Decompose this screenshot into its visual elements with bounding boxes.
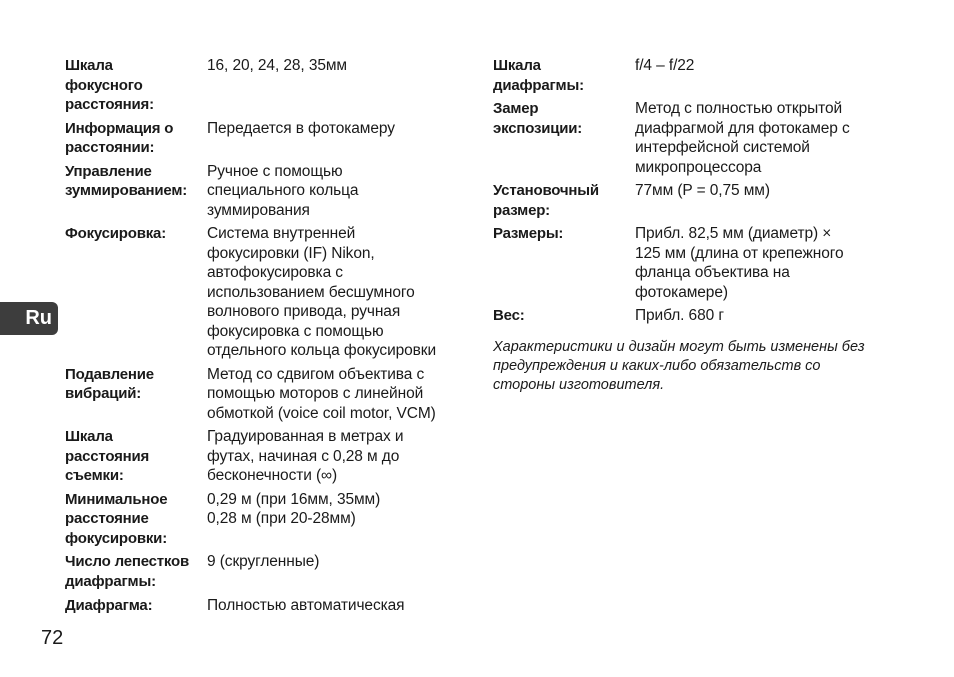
- spec-value: Прибл. 82,5 мм (диаметр) × 125 мм (длина от крепежного фланца объектива на фотокамере): [635, 225, 844, 301]
- spec-row-attachment-size: [493, 181, 893, 220]
- spec-label: Установочный размер:: [493, 182, 599, 219]
- spec-value: Метод с полностью открытой диафрагмой для фотокамер с интерфейсной системой микропроцессора: [635, 100, 850, 176]
- spec-label: Число лепестков диафрагмы:: [65, 553, 190, 590]
- spec-label: Замер экспозиции:: [493, 100, 583, 137]
- page-number: 72: [41, 627, 64, 649]
- spec-value: f/4 – f/22: [635, 57, 695, 74]
- spec-row-focusing: [65, 224, 465, 361]
- spec-label: Вес:: [493, 307, 525, 324]
- spec-row-distance-info: [65, 119, 465, 158]
- disclaimer-note: Характеристики и дизайн могут быть изменены без предупреждения и каких-либо обязательств со стороны изготовителя.: [493, 338, 865, 393]
- spec-row-dimensions: [493, 224, 893, 302]
- spec-row-weight: [493, 306, 893, 326]
- spec-value: Градуированная в метрах и футах, начиная с 0,28 м до бесконечности (∞): [207, 428, 404, 484]
- spec-value: 0,29 м (при 16мм, 35мм) 0,28 м (при 20-28мм): [207, 490, 381, 527]
- specs-right-column: [493, 56, 893, 395]
- spec-value: Метод со сдвигом объектива с помощью моторов с линейной обмоткой (voice coil motor, VCM): [207, 365, 436, 422]
- spec-label: Минимальное расстояние фокусировки:: [65, 490, 168, 547]
- spec-row-diaphragm: [65, 596, 465, 616]
- spec-label: Шкала диафрагмы:: [493, 57, 584, 94]
- spec-value: Система внутренней фокусировки (IF) Nikon, автофокусировка с использованием бесшумного волнового привода, ручная фокусировка с помощью отдельного кольца фокусировки: [207, 225, 437, 359]
- spec-row-distance-scale: [65, 427, 465, 486]
- spec-row-zoom-control: [65, 162, 465, 221]
- spec-label: Информация о расстоянии:: [65, 119, 174, 156]
- spec-value: Ручное с помощью специального кольца зуммирования: [207, 162, 359, 219]
- spec-value: 9 (скругленные): [207, 553, 320, 570]
- spec-label: Размеры:: [493, 225, 564, 242]
- spec-row-min-focus-distance: [65, 490, 465, 549]
- spec-label: Фокусировка:: [65, 225, 166, 242]
- language-tab: Ru: [0, 302, 58, 335]
- spec-label: Шкала фокусного расстояния:: [65, 57, 154, 113]
- specs-left-column: [65, 56, 465, 620]
- spec-value: Полностью автоматическая: [207, 597, 405, 614]
- spec-label: Диафрагма:: [65, 597, 153, 614]
- spec-label: Подавление вибраций:: [65, 365, 154, 402]
- spec-row-focal-length: [65, 56, 465, 115]
- spec-row-aperture-blades: [65, 552, 465, 591]
- spec-label: Шкала расстояния съемки:: [65, 428, 150, 484]
- spec-label: Управление зуммированием:: [65, 162, 188, 199]
- spec-value: Передается в фотокамеру: [207, 119, 395, 137]
- spec-value: Прибл. 680 г: [635, 307, 724, 324]
- spec-value: 77мм (P = 0,75 мм): [635, 182, 770, 199]
- spec-value: 16, 20, 24, 28, 35мм: [207, 57, 347, 74]
- spec-row-vibration-reduction: [65, 365, 465, 424]
- spec-row-exposure-metering: [493, 99, 893, 177]
- spec-row-aperture-scale: [493, 56, 893, 95]
